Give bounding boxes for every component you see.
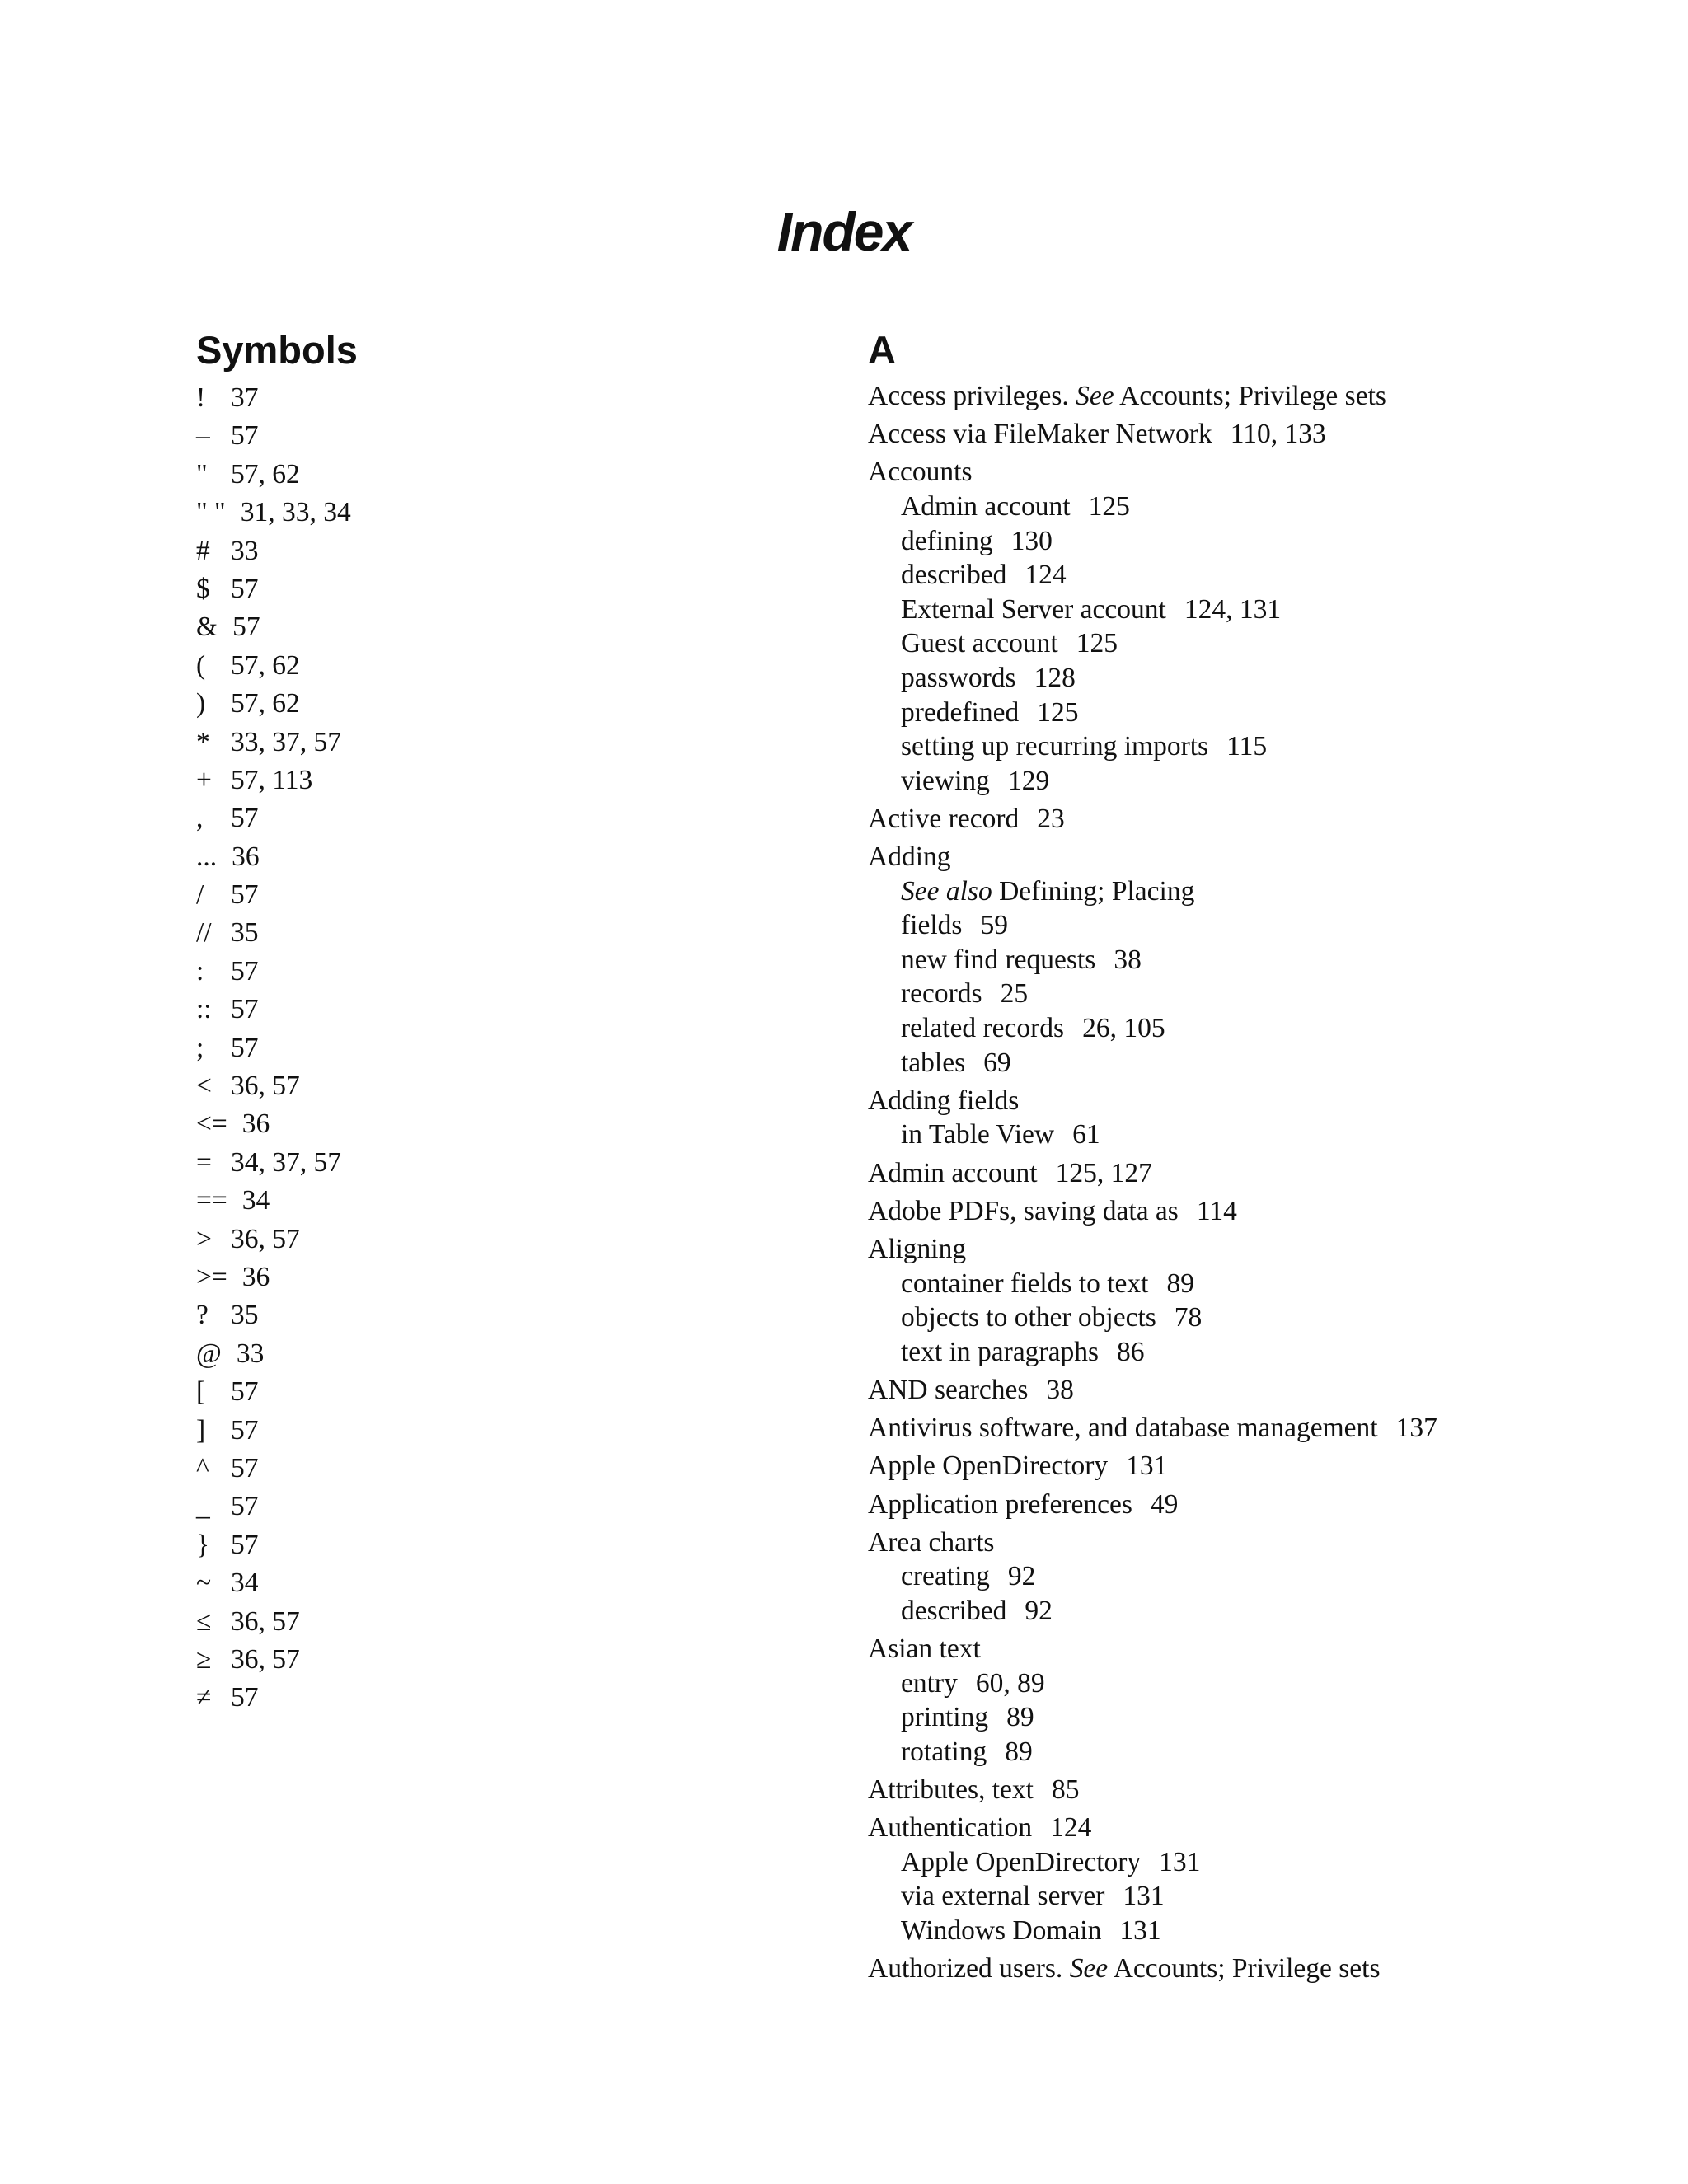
index-subterm: creating [901,1561,990,1592]
index-entry [196,570,823,608]
page-references: 89 [1166,1268,1194,1299]
page-references: 36, 57 [231,1071,300,1102]
index-subterm: container fields to text [901,1268,1149,1299]
page-references: 34 [241,1185,270,1216]
index-subterm: Defining; Placing [999,875,1195,907]
index-term: Attributes, text [868,1774,1034,1806]
index-symbol: " " [196,497,226,528]
index-entry [196,914,823,952]
page-references: 92 [1025,1595,1053,1626]
index-entry [868,1526,1659,1629]
index-subentry [868,943,1659,977]
section-heading-symbols: Symbols [196,328,358,372]
page-references: 36, 57 [231,1223,300,1254]
index-subterm: Guest account [901,628,1058,659]
index-term: Asian text [868,1633,981,1665]
page-references: 57, 62 [231,649,300,681]
index-symbol: @ [196,1338,222,1369]
index-subentry [868,1011,1659,1046]
index-symbol: * [196,726,210,757]
index-subterm: objects to other objects [901,1302,1156,1333]
index-entry [196,1373,823,1411]
page-references: 110, 133 [1230,419,1326,450]
index-entry-line [868,1449,1659,1483]
index-symbol: ~ [196,1568,212,1599]
index-entry [868,1773,1659,1807]
page-references: 131 [1126,1451,1168,1482]
index-subterm: new find requests [901,944,1096,975]
section-heading-a: A [868,328,896,372]
index-symbol: + [196,764,212,795]
index-entry [196,1296,823,1334]
page-references: 86 [1117,1336,1145,1367]
index-entry [868,1411,1659,1446]
page-references: 57 [231,994,259,1025]
index-term: Apple OpenDirectory [868,1451,1109,1482]
index-subentry [868,1700,1659,1735]
index-entry [196,608,823,646]
index-entry [868,1449,1659,1483]
index-entry [868,1084,1659,1152]
index-entry-line [868,417,1659,452]
index-symbol: ! [196,382,206,413]
index-entry [196,456,823,494]
index-subterm: tables [901,1047,966,1078]
page-references: 124 [1025,560,1067,591]
index-entry [868,1156,1659,1191]
page-references: 115 [1226,731,1268,762]
page-references: 36 [232,841,260,872]
page-references: 89 [1006,1702,1034,1733]
page-references: 60, 89 [975,1667,1045,1699]
index-symbol: " [196,458,208,490]
index-entry [196,1335,823,1373]
index-entry [196,1182,823,1220]
index-symbol: ; [196,1032,204,1063]
page-references: 61 [1072,1119,1100,1151]
page-references: 35 [231,1300,259,1331]
index-subterm: defining [901,525,993,556]
index-entry [196,1221,823,1258]
index-entry [196,532,823,570]
page-references: 57 [231,1376,259,1408]
index-symbol: // [196,917,212,949]
index-entry [196,991,823,1029]
index-symbol: :: [196,994,212,1025]
index-symbol: > [196,1223,212,1254]
index-subterm: External Server account [901,593,1166,625]
index-symbol: ≠ [196,1682,212,1713]
index-symbol: ) [196,688,206,719]
index-term: Active record [868,803,1020,834]
index-symbol: ? [196,1300,209,1331]
index-entry-line [868,1194,1659,1229]
index-subterm: printing [901,1702,989,1733]
section-a-column [868,326,1659,1986]
index-entry-line [868,1773,1659,1807]
page-references: 37 [231,382,259,413]
page-references: 34, 37, 57 [231,1146,341,1178]
index-entry-line [868,379,1659,414]
index-subentry [868,1046,1659,1080]
index-entry-line [868,802,1659,837]
index-subentry [868,1301,1659,1335]
index-symbol: ] [196,1414,206,1446]
page-references: 34 [231,1568,259,1599]
index-subterm: Apple OpenDirectory [901,1846,1142,1877]
index-entry [196,724,823,762]
page-references: 33 [236,1338,265,1369]
index-entry [868,379,1659,414]
page-references: 23 [1037,803,1065,834]
index-term: Access via FileMaker Network [868,419,1212,450]
index-entry [196,494,823,532]
index-entry [196,1258,823,1296]
page-references: 33 [231,535,259,566]
page-references: 129 [1007,765,1050,796]
index-entry [868,1488,1659,1522]
index-term: Authorized users. [868,1953,1063,1985]
page-references: 114 [1196,1195,1237,1226]
index-entry-line [868,840,1659,874]
index-entry [868,840,1659,1080]
index-term: Adding fields [868,1085,1020,1116]
index-symbol: == [196,1185,227,1216]
page-references: 131 [1159,1846,1201,1877]
page-references: 57 [231,420,259,452]
index-entry-line [868,1084,1659,1118]
index-symbol: ... [196,841,218,872]
page-title: Index [776,201,912,262]
index-subterm: Windows Domain [901,1915,1102,1947]
index-entry-line [868,1411,1659,1446]
page-references: 125 [1037,696,1079,728]
index-entry [868,1232,1659,1369]
index-entry-line [868,1156,1659,1191]
a-entry-list [868,379,1659,1986]
index-entry [196,953,823,991]
index-subentry [868,1666,1659,1701]
index-subentry [868,524,1659,559]
page-references: 124, 131 [1184,593,1282,625]
index-entry-line [868,1488,1659,1522]
index-subentry [868,696,1659,730]
page-references: 33, 37, 57 [231,726,341,757]
index-entry [196,647,823,685]
page-references: 78 [1174,1302,1203,1333]
index-entry [196,1412,823,1450]
index-entry [196,417,823,455]
index-term: Application preferences [868,1488,1132,1520]
index-entry-line [868,1632,1659,1666]
page-references: 57 [231,955,259,987]
index-term: Authentication [868,1812,1033,1844]
page-references: 57 [231,1414,259,1446]
index-subentry [868,558,1659,593]
page-references: 49 [1150,1488,1179,1520]
page-references: 125, 127 [1055,1157,1152,1188]
page-references: 57 [231,573,259,604]
index-symbol: / [196,879,204,911]
page-references: 89 [1005,1736,1033,1767]
index-subterm: entry [901,1667,958,1699]
page-references: 36, 57 [231,1643,300,1675]
index-subentry [868,1118,1659,1152]
page-references: 36 [241,1108,270,1140]
index-entry [868,455,1659,798]
index-entry [196,1679,823,1717]
index-term: AND searches [868,1374,1029,1405]
page-references: 57, 113 [231,764,313,795]
index-subentry [868,729,1659,764]
see-reference-label: See [1069,1953,1109,1985]
index-symbol: , [196,803,204,834]
index-symbol: < [196,1071,212,1102]
index-symbol: # [196,535,210,566]
index-entry [196,1526,823,1564]
index-entry [196,1450,823,1488]
index-symbol: ( [196,649,206,681]
index-term: Access privileges. [868,381,1069,411]
index-term: Aligning [868,1234,967,1264]
index-subterm: in Table View [901,1119,1055,1151]
index-subentry [868,626,1659,661]
index-subterm: related records [901,1013,1065,1044]
index-term: Area charts [868,1526,995,1558]
page-references: 25 [1000,978,1029,1010]
index-entry [196,1641,823,1679]
index-subterm: viewing [901,765,990,796]
page-references: 59 [980,910,1008,941]
page-references: 35 [231,917,259,949]
index-entry [868,1194,1659,1229]
page-references: 57 [232,612,260,643]
page-references: 124 [1050,1812,1092,1844]
index-entry [196,1029,823,1067]
index-entry [196,685,823,723]
index-entry [196,1144,823,1182]
see-reference-target: Accounts; Privilege sets [1119,381,1386,411]
index-entry [196,1488,823,1526]
index-subterm: records [901,978,982,1010]
index-term: Accounts [868,457,973,488]
index-symbol: & [196,612,218,643]
index-entry-line [868,1811,1659,1845]
index-subentry [868,593,1659,627]
index-entry [196,1603,823,1641]
page-references: 57 [231,1491,259,1522]
index-subentry [868,1267,1659,1301]
index-entry-line [868,1373,1659,1408]
index-subentry [868,661,1659,696]
page-references: 128 [1034,662,1076,693]
index-term: Antivirus software, and database management [868,1413,1378,1444]
page-references: 57, 62 [231,458,300,490]
index-subentry [868,1735,1659,1769]
page-references: 125 [1076,628,1118,659]
index-subterm: passwords [901,662,1016,693]
index-subentry [868,1845,1659,1880]
page-references: 57 [231,803,259,834]
page-references: 36, 57 [231,1605,300,1637]
page-references: 38 [1046,1374,1074,1405]
index-symbol: : [196,955,204,987]
page-references: 31, 33, 34 [240,497,351,528]
page-references: 57 [231,1032,259,1063]
page-references: 38 [1114,944,1142,975]
index-symbol: ≤ [196,1605,212,1637]
index-symbol: <= [196,1108,227,1140]
see-reference-label: See [1076,381,1114,411]
index-subterm: setting up recurring imports [901,731,1209,762]
page-references: 36 [241,1261,270,1292]
symbols-entry-list [196,379,823,1718]
index-subterm: text in paragraphs [901,1336,1099,1367]
index-subterm: via external server [901,1881,1105,1912]
page-references: 85 [1051,1774,1080,1806]
index-entry [868,1373,1659,1408]
index-entry [196,1564,823,1602]
page-references: 69 [983,1047,1011,1078]
index-symbol: ^ [196,1452,209,1483]
page-references: 57 [231,1682,259,1713]
page-references: 57, 62 [231,688,300,719]
index-term: Admin account [868,1157,1038,1188]
page-references: 92 [1007,1561,1036,1592]
page-references: 131 [1123,1881,1165,1912]
index-subentry [868,908,1659,943]
page-references: 57 [231,879,259,911]
index-symbol: ≥ [196,1643,212,1675]
index-symbol: $ [196,573,210,604]
index-entry [196,1105,823,1143]
index-subentry [868,490,1659,524]
page-references: 125 [1088,490,1130,522]
see-also-label: See also [901,875,992,907]
index-subentry [868,874,1659,909]
index-symbol: >= [196,1261,227,1292]
index-subentry [868,1335,1659,1370]
index-entry [196,1067,823,1105]
index-subentry [868,1559,1659,1594]
index-term: Adding [868,841,951,873]
index-subentry [868,764,1659,799]
index-symbol: [ [196,1376,206,1408]
index-entry-line [868,1952,1659,1986]
index-symbol: – [196,420,210,452]
index-entry [868,1632,1659,1769]
index-entry-line [868,1526,1659,1560]
index-subterm: predefined [901,696,1020,728]
index-entry [868,802,1659,837]
index-entry [196,379,823,417]
index-subentry [868,1914,1659,1948]
page-references: 137 [1395,1413,1437,1444]
page-references: 131 [1119,1915,1161,1947]
page-references: 57 [231,1452,259,1483]
index-subentry [868,1879,1659,1914]
index-entry [868,1811,1659,1947]
index-entry [196,799,823,837]
page-references: 26, 105 [1082,1013,1165,1044]
page-references: 130 [1010,525,1053,556]
index-entry [196,876,823,914]
symbols-column [196,326,823,1718]
index-entry-line [868,1232,1659,1267]
page-references: 57 [231,1529,259,1560]
index-subterm: rotating [901,1736,987,1767]
index-subterm: described [901,1595,1007,1626]
index-subentry [868,1594,1659,1629]
index-entry-line [868,455,1659,490]
index-subterm: fields [901,910,963,941]
index-entry [196,838,823,876]
index-symbol: = [196,1146,212,1178]
index-entry [868,1952,1659,1986]
index-subterm: Admin account [901,490,1071,522]
see-reference-target: Accounts; Privilege sets [1113,1953,1381,1985]
index-subterm: described [901,560,1007,591]
index-symbol: _ [196,1491,210,1522]
index-entry [196,762,823,799]
index-symbol: } [196,1529,210,1560]
index-entry [868,417,1659,452]
index-term: Adobe PDFs, saving data as [868,1195,1179,1226]
index-subentry [868,977,1659,1011]
